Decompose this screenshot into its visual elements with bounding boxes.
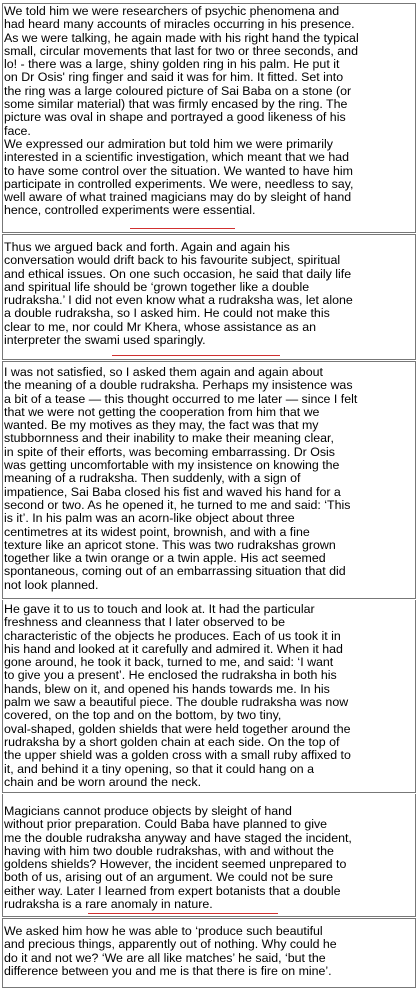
text-line: Magicians cannot produce objects by sleight of hand	[4, 805, 292, 818]
text-line: face.	[4, 124, 31, 138]
text-line: characteristic of the objects he produces. Each of us took it in	[4, 629, 341, 643]
text-line: second or two. As he opened it, he turned to me and said: ‘This	[4, 498, 351, 512]
text-line: rudraksha is a rare anomaly in nature.	[4, 898, 213, 912]
text-line: do it and not we? ‘We are all like matches’ he said, ‘but the	[4, 951, 326, 965]
text-line: his hand and looked at it carefully and admired it. When it had	[4, 642, 343, 656]
text-line: oval-shaped, golden shields that were held together around the	[4, 722, 351, 736]
text-line: the upper shield was a golden cross with a small ruby affixed to	[4, 749, 351, 763]
text-line: centimetres at its widest point, brownish, and with a fine	[4, 525, 310, 539]
text-line: the meaning of a double rudraksha. Perhaps my insistence was	[4, 379, 353, 393]
paragraph-5	[4, 805, 408, 911]
paragraph-6	[4, 925, 408, 978]
text-line: He gave it to us to touch and look at. It had the particular	[4, 603, 315, 616]
text-line: stubbornness and their inability to make their meaning clear,	[4, 432, 334, 446]
underline-accent	[88, 913, 278, 914]
text-line: clear to me, nor could Mr Khera, whose assistance as an	[4, 320, 316, 334]
text-line: interpreter the swami used sparingly.	[4, 334, 206, 348]
text-line: hands, blew on it, and opened his hands towards me. In his	[4, 682, 330, 696]
text-line: was getting uncomfortable with my insistence on knowing the	[4, 459, 340, 473]
text-line: some similar material) that was firmly encased by the ring. The	[4, 98, 348, 112]
underline-accent	[130, 228, 235, 229]
text-line: and ethical issues. On one such occasion, he said that daily life	[4, 267, 352, 281]
text-line: both of us, arising out of an argument. We could not be sure	[4, 871, 334, 885]
text-line: I was not satisfied, so I asked them again and again about	[4, 366, 323, 379]
text-line: chain and be worn around the neck.	[4, 775, 202, 789]
text-line: gone around, he took it back, turned to me, and said: ‘I want	[4, 656, 334, 670]
text-line: to have some control over the situation. We wanted to have him	[4, 164, 353, 178]
text-line: and precious things, apparently out of nothing. Why could he	[4, 938, 337, 952]
text-line: rudraksha by a short golden chain at each side. On the top of	[4, 735, 340, 749]
text-line: well aware of what trained magicians may do by sleight of hand	[4, 191, 352, 205]
text-line: not look planned.	[4, 578, 99, 592]
paragraph-2	[4, 241, 408, 347]
text-line: picture was oval in shape and portrayed a good likeness of his	[4, 111, 346, 125]
text-line: We expressed our admiration but told him we were primarily	[4, 137, 333, 151]
text-line: a bit of a tease — this thought occurred to me later — since I felt	[4, 392, 358, 406]
paragraph-1	[4, 5, 408, 218]
text-line: having with him two double rudrakshas, with and without the	[4, 844, 334, 858]
text-line: either way. Later I learned from expert botanists that a double	[4, 884, 341, 898]
text-line: lo! - there was a large, shiny golden ring in his palm. He put it	[4, 58, 340, 72]
text-line: We told him we were researchers of psychic phenomena and	[4, 5, 340, 18]
text-line: that we were not getting the cooperation from him that we	[4, 405, 320, 419]
text-line: together like a twin orange or a twin apple. His act seemed	[4, 552, 326, 566]
underline-accent	[112, 355, 280, 356]
text-line: As we were talking, he again made with his right hand the typical	[4, 31, 359, 45]
text-line: on Dr Osis' ring finger and said it was for him. It fitted. Set into	[4, 71, 344, 85]
text-line: it, and behind it a tiny opening, so that it could hang on a	[4, 762, 314, 776]
text-line: difference between you and me is that there is fire on mine’.	[4, 964, 332, 978]
text-line: interested in a scientific investigation, which meant that we had	[4, 151, 350, 165]
text-line: the ring was a large coloured picture of Sai Baba on a stone (or	[4, 84, 352, 98]
text-line: Thus we argued back and forth. Again and again his	[4, 241, 290, 254]
text-line: conversation would drift back to his favourite subject, spiritual	[4, 254, 341, 268]
text-line: palm we saw a beautiful piece. The double rudraksha was now	[4, 696, 349, 710]
text-line: small, circular movements that last for two or three seconds, and	[4, 44, 358, 58]
text-line: me the double rudraksha anyway and have staged the incident,	[4, 831, 352, 845]
text-line: texture like an apricot stone. This was two rudrakshas grown	[4, 538, 336, 552]
text-line: in spite of their efforts, was becoming embarrassing. Dr Osis	[4, 445, 336, 459]
paragraph-4	[4, 603, 408, 789]
text-line: covered, on the top and on the bottom, by two tiny,	[4, 709, 282, 723]
text-line: impatience, Sai Baba closed his fist and waved his hand for a	[4, 485, 341, 499]
text-line: wanted. Be my motives as they may, the fact was that my	[4, 419, 319, 433]
text-line: participate in controlled experiments. We were, needless to say,	[4, 177, 354, 191]
text-line: to give you a present’. He enclosed the rudraksha in both his	[4, 669, 337, 683]
text-line: freshness and cleanness that I later observed to be	[4, 616, 286, 630]
text-line: and spiritual life should be ‘grown together like a double	[4, 280, 310, 294]
text-line: goldens shields? However, the incident seemed unprepared to	[4, 858, 347, 872]
text-line: rudraksha.’ I did not even know what a rudraksha was, let alone	[4, 294, 353, 308]
text-line: meaning of a rudraksha. Then suddenly, with a sign of	[4, 472, 301, 486]
text-line: is it’. In his palm was an acorn-like object about three	[4, 512, 295, 526]
text-line: spontaneous, coming out of an embarrassing situation that did	[4, 565, 346, 579]
text-line: without prior preparation. Could Baba have planned to give	[4, 818, 328, 832]
paragraph-3	[4, 366, 408, 592]
text-line: had heard many accounts of miracles occurring in his presence.	[4, 18, 355, 32]
text-line: a double rudraksha, so I asked him. He could not make this	[4, 307, 330, 321]
text-line: We asked him how he was able to ‘produce such beautiful	[4, 925, 323, 938]
text-line: hence, controlled experiments were essential.	[4, 204, 256, 218]
